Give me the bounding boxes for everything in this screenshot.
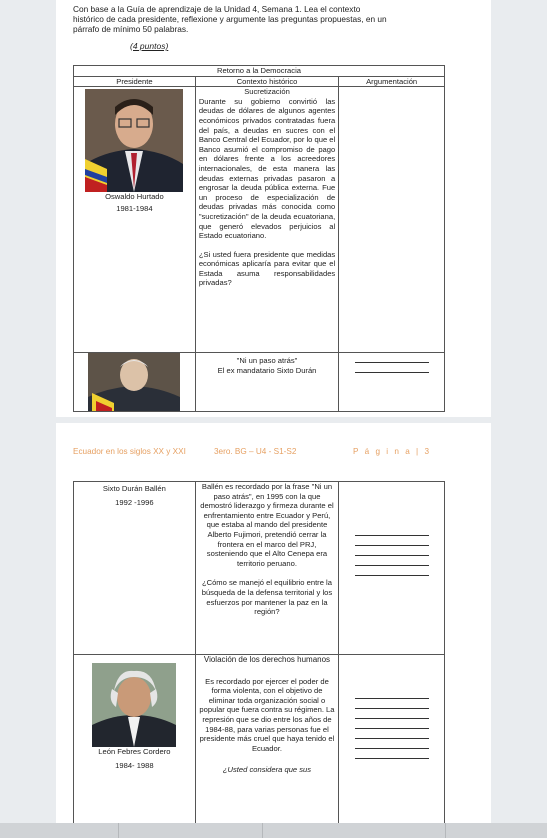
document-page-2 <box>56 423 491 823</box>
table-row <box>74 353 445 412</box>
table-title: Retorno a la Democracia <box>74 66 445 77</box>
answer-line[interactable] <box>355 554 429 556</box>
portrait-photo <box>92 663 176 747</box>
argument-cell[interactable] <box>339 87 445 353</box>
table-row <box>74 655 445 826</box>
question-text: ¿Usted considera que sus <box>222 765 312 775</box>
instructions <box>73 4 436 34</box>
strip-divider <box>118 823 119 838</box>
argument-cell[interactable] <box>339 655 445 826</box>
taskbar-strip <box>0 823 547 838</box>
context-text: Es recordado por ejercer el poder de forma violenta, con el objetivo de eliminar toda organización social o popular que fuera contra su régimen. La represión que se dio entre los años de 1984-88, para varias personas fue el presidente más cruel que haya tenido el Ecuador. <box>199 676 335 753</box>
question-text: ¿Si usted fuera presidente que medidas económicas aplicaría para evitar que el Estada asuma responsabilidades privadas? <box>198 249 336 288</box>
table-row <box>74 87 445 353</box>
answer-line[interactable] <box>355 727 429 729</box>
presidents-table-continued <box>73 481 445 826</box>
header-context: Contexto histórico <box>195 76 338 87</box>
instruction-line: párrafo de mínimo 50 palabras. <box>73 24 189 34</box>
answer-line[interactable] <box>355 564 429 566</box>
argument-cell[interactable] <box>339 482 445 655</box>
answer-line[interactable] <box>355 717 429 719</box>
document-page-1 <box>56 0 491 417</box>
answer-line[interactable] <box>355 707 429 709</box>
portrait-photo <box>85 89 183 192</box>
answer-line[interactable] <box>355 534 429 536</box>
answer-line[interactable] <box>355 747 429 749</box>
footer-page-number: P á g i n a | 3 <box>353 447 431 456</box>
president-years: 1984- 1988 <box>115 760 154 770</box>
context-cell <box>195 87 338 353</box>
answer-line[interactable] <box>355 544 429 546</box>
president-years: 1981-1984 <box>116 203 153 213</box>
section-title: Violación de los derechos humanos <box>203 655 331 664</box>
points-label: (4 puntos) <box>130 41 169 51</box>
president-cell <box>74 353 196 412</box>
footer-left: Ecuador en los siglos XX y XXI <box>73 447 186 456</box>
portrait-photo <box>88 353 180 411</box>
answer-line[interactable] <box>355 697 429 699</box>
section-title: "Ni un paso atrás" <box>236 356 298 366</box>
table-row <box>74 482 445 655</box>
argument-cell[interactable] <box>339 353 445 412</box>
president-name: Sixto Durán Ballén <box>102 484 166 493</box>
context-text: Durante su gobierno convirtió las deudas de dólares de algunos agentes económicos privados contratadas fuera del país, a deudas en sucres con el Banco Central del Ecuador, por lo que el Banco asumió el compromiso de pago en dólares frente a los acreedores internacionales, de esta manera las deudas externas privadas pasaron a engrosar la deuda pública externa. Fue un proceso de especialización de deudas privadas más conocida como "sucretización" de la deuda ecuatoriana, que generó elevados perjuicios al Estado ecuatoriano. <box>198 96 336 241</box>
instruction-line: histórico de cada presidente, reflexione y argumente las preguntas propuestas, en un <box>73 14 387 24</box>
question-text: ¿Cómo se manejó el equilibrio entre la búsqueda de la defensa territorial y los esfuerzos por mantener la paz en la región? <box>201 578 333 617</box>
header-president: Presidente <box>74 76 196 87</box>
answer-line[interactable] <box>355 361 429 363</box>
president-cell <box>74 482 196 655</box>
strip-divider <box>262 823 263 838</box>
answer-line[interactable] <box>355 371 429 373</box>
context-cell <box>195 482 338 655</box>
footer-center: 3ero. BG – U4 - S1-S2 <box>214 447 297 456</box>
president-name: Oswaldo Hurtado <box>105 192 164 202</box>
president-cell <box>74 655 196 826</box>
answer-line[interactable] <box>355 574 429 576</box>
answer-line[interactable] <box>355 757 429 759</box>
context-cell <box>195 655 338 826</box>
context-text: El ex mandatario Sixto Durán <box>217 365 317 375</box>
answer-line[interactable] <box>355 737 429 739</box>
president-name: León Febres Cordero <box>98 747 171 756</box>
president-cell <box>74 87 196 353</box>
instruction-line: Con base a la Guía de aprendizaje de la Unidad 4, Semana 1. Lea el contexto <box>73 4 361 14</box>
context-text: Ballén es recordado por la frase "Ni un paso atrás", en 1995 con la que demostró liderazgo y firmeza durante el enfrentamiento entre Ecuador y Perú, que estaba al mando del presidente Alberto Fujimori, pretendió cerrar la frontera en el marco del PRJ, sosteniendo que el Alto Cenepa era territorio peruano. <box>200 482 334 568</box>
strip-divider <box>445 823 446 838</box>
section-title: Sucretización <box>244 87 290 97</box>
context-cell <box>195 353 338 412</box>
president-years: 1992 -1996 <box>115 497 154 507</box>
presidents-table <box>73 65 445 412</box>
header-argument: Argumentación <box>339 76 445 87</box>
